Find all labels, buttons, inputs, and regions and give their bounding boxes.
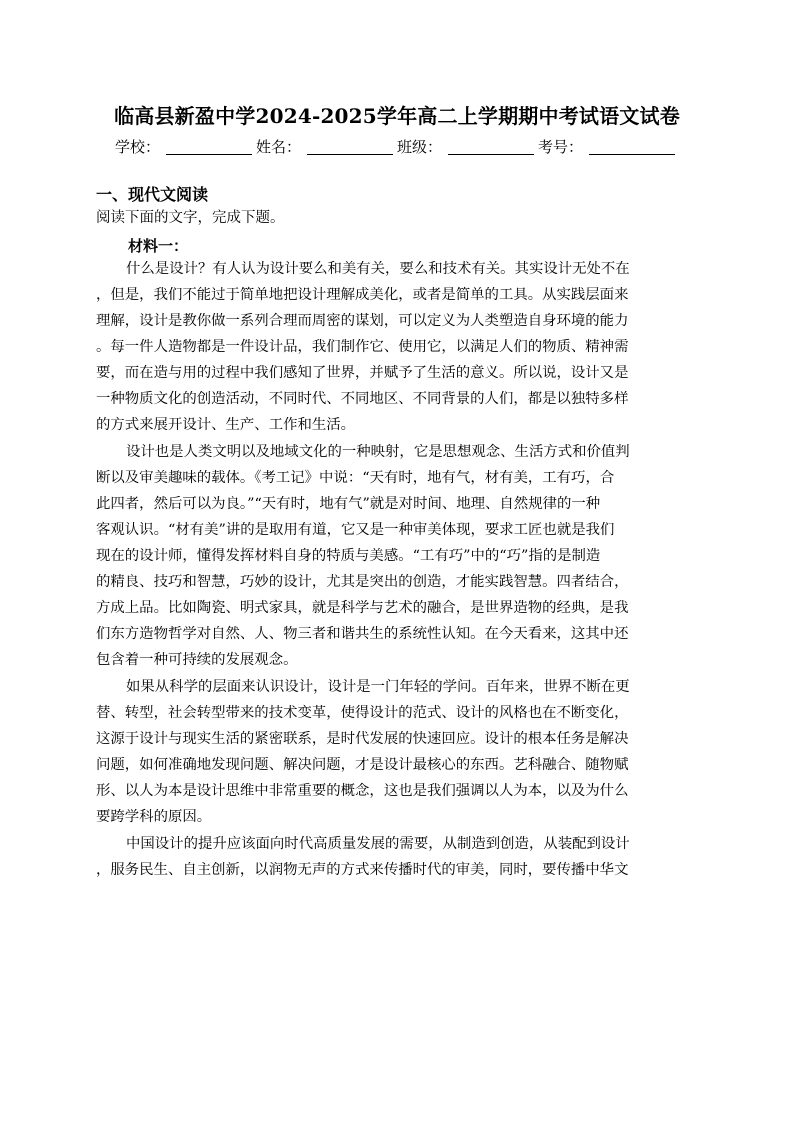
passage-line: 理解，设计是教你做一系列合理而周密的谋划，可以定义为人类塑造自身环境的能力 (96, 313, 629, 329)
passage-line: 包含着一种可持续的发展观念。 (96, 652, 298, 668)
passage-line: ，但是，我们不能过于简单地把设计理解成美化，或者是简单的工具。从实践层面来 (96, 287, 629, 303)
passage-line: 方成上品。比如陶瓷、明式家具，就是科学与艺术的融合，是世界造物的经典，是我 (96, 600, 629, 616)
passage-line: 问题，如何准确地发现问题、解决问题，才是设计最核心的东西。艺科融合、随物赋 (96, 757, 629, 773)
passage-line: 现在的设计师，懂得发挥材料自身的特质与美感。“工有巧”中的“巧”指的是制造 (96, 548, 601, 564)
passage-line: 的方式来展开设计、生产、工作和生活。 (96, 417, 356, 433)
reading-instruction: 阅读下面的文字，完成下题。 (96, 210, 285, 226)
passage-line: 。每一件人造物都是一件设计品，我们制作它、使用它，以满足人们的物质、精神需 (96, 339, 629, 355)
passage-line: 设计也是人类文明以及地域文化的一种映射，它是思想观念、生活方式和价值判 (126, 444, 630, 460)
passage-line: 客观认识。“材有美”讲的是取用有道，它又是一种审美体现，要求工匠也就是我们 (96, 522, 615, 538)
name-label: 姓名： (255, 138, 301, 156)
class-label: 班级： (397, 138, 443, 156)
passage-line: 要跨学科的原因。 (96, 809, 212, 825)
exam-number-blank[interactable] (589, 140, 675, 155)
passage-line: 此四者，然后可以为良。”“天有时，地有气”就是对时间、地理、自然规律的一种 (96, 496, 601, 512)
passage-line: 替、转型，社会转型带来的技术变革，使得设计的范式、设计的风格也在不断变化， (96, 705, 629, 721)
material-label: 材料一： (128, 237, 189, 255)
passage-line: 一种物质文化的创造活动，不同时代、不同地区、不同背景的人们，都是以独特多样 (96, 391, 629, 407)
exam-number-label: 考号： (538, 138, 584, 156)
section-heading: 一、现代文阅读 (96, 185, 209, 204)
passage-line: 如果从科学的层面来认识设计，设计是一门年轻的学问。百年来，世界不断在更 (126, 679, 630, 695)
passage-line: ，服务民生、自主创新，以润物无声的方式来传播时代的审美，同时，要传播中华文 (96, 862, 629, 878)
name-blank[interactable] (307, 140, 393, 155)
student-info-row (0, 136, 794, 157)
class-blank[interactable] (448, 140, 534, 155)
passage-line: 中国设计的提升应该面向时代高质量发展的需要，从制造到创造，从装配到设计 (126, 836, 630, 852)
passage-line: 要，而在造与用的过程中我们感知了世界，并赋予了生活的意义。所以说，设计又是 (96, 365, 629, 381)
passage-line: 形、以人为本是设计思维中非常重要的概念，这也是我们强调以人为本，以及为什么 (96, 783, 629, 799)
passage-line: 什么是设计？有人认为设计要么和美有关，要么和技术有关。其实设计无处不在 (126, 261, 630, 277)
school-blank[interactable] (166, 140, 252, 155)
school-label: 学校： (114, 138, 160, 156)
passage-line: 断以及审美趣味的载体。《考工记》中说：“天有时，地有气，材有美，工有巧，合 (96, 470, 615, 486)
passage-line: 们东方造物哲学对自然、人、物三者和谐共生的系统性认知。在今天看来，这其中还 (96, 626, 629, 642)
passage-line: 的精良、技巧和智慧，巧妙的设计，尤其是突出的创造，才能实践智慧。四者结合， (96, 574, 629, 590)
passage-line: 这源于设计与现实生活的紧密联系，是时代发展的快速回应。设计的根本任务是解决 (96, 731, 629, 747)
exam-title: 临高县新盈中学2024-2025学年高二上学期期中考试语文试卷 (114, 104, 680, 128)
